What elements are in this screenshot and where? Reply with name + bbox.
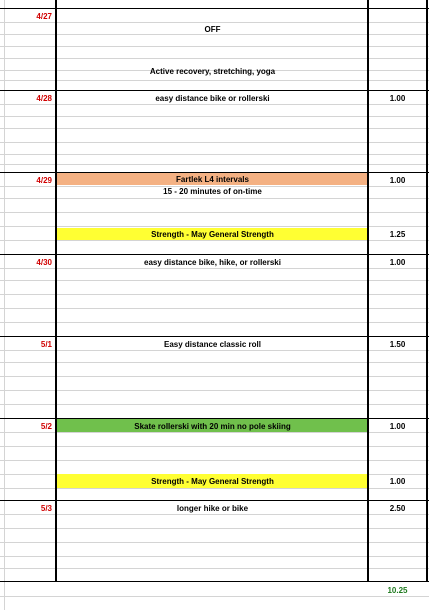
activity-cell: longer hike or bike <box>176 504 249 513</box>
row-gridline <box>0 446 429 447</box>
row-gridline <box>0 322 429 323</box>
row-gridline <box>0 390 429 391</box>
hours-cell: 1.50 <box>389 340 406 349</box>
hours-cell: 1.00 <box>389 176 406 185</box>
row-gridline <box>0 212 429 213</box>
row-gridline <box>0 488 429 489</box>
day-border <box>0 418 429 419</box>
activity-cell: Easy distance classic roll <box>164 340 261 349</box>
row-gridline <box>0 198 429 199</box>
row-gridline <box>0 46 429 47</box>
activity-cell: Strength - May General Strength <box>151 477 274 486</box>
row-gridline <box>0 142 429 143</box>
date-cell: 4/27 <box>36 12 52 21</box>
day-border <box>0 8 429 9</box>
day-border <box>0 581 429 582</box>
activity-cell: easy distance bike, hike, or rollerski <box>144 258 281 267</box>
hours-cell: 1.00 <box>389 477 406 486</box>
day-border <box>0 500 429 501</box>
row-gridline <box>0 568 429 569</box>
row-gridline <box>0 460 429 461</box>
hours-cell: 1.25 <box>389 230 406 239</box>
hours-cell: 1.00 <box>389 258 406 267</box>
row-gridline <box>0 116 429 117</box>
row-gridline <box>0 294 429 295</box>
day-border <box>0 172 429 173</box>
row-gridline <box>0 362 429 363</box>
date-cell: 4/28 <box>36 94 52 103</box>
row-gridline <box>0 240 429 241</box>
activity-cell: easy distance bike or rollerski <box>155 94 270 103</box>
column-border <box>367 0 369 582</box>
column-border <box>55 0 57 582</box>
row-gridline <box>0 164 429 165</box>
column-border <box>426 0 428 582</box>
row-gridline <box>0 514 429 515</box>
activity-cell: Fartlek L4 intervals <box>176 175 249 184</box>
date-cell: 4/30 <box>36 258 52 267</box>
total-hours: 10.25 <box>387 586 408 595</box>
row-gridline <box>0 556 429 557</box>
row-gridline <box>0 596 429 597</box>
row-gridline <box>0 154 429 155</box>
row-gridline <box>0 280 429 281</box>
row-gridline <box>0 542 429 543</box>
activity-cell: OFF <box>204 25 221 34</box>
row-gridline <box>0 404 429 405</box>
row-gridline <box>0 376 429 377</box>
activity-cell: Skate rollerski with 20 min no pole skiing <box>134 422 291 431</box>
day-border <box>0 90 429 91</box>
day-border <box>0 336 429 337</box>
row-gridline <box>0 432 429 433</box>
row-gridline <box>0 58 429 59</box>
activity-cell: Strength - May General Strength <box>151 230 274 239</box>
row-gridline <box>0 350 429 351</box>
hours-cell: 1.00 <box>389 94 406 103</box>
row-gridline <box>0 308 429 309</box>
hours-cell: 2.50 <box>389 504 406 513</box>
date-cell: 4/29 <box>36 176 52 185</box>
row-gridline <box>0 80 429 81</box>
row-gridline <box>0 226 429 227</box>
activity-cell: Active recovery, stretching, yoga <box>149 67 276 76</box>
row-gridline <box>0 104 429 105</box>
row-gridline <box>0 528 429 529</box>
date-cell: 5/2 <box>40 422 52 431</box>
row-gridline <box>0 128 429 129</box>
date-cell: 5/1 <box>40 340 52 349</box>
day-border <box>0 254 429 255</box>
column-gridline <box>4 0 5 610</box>
hours-cell: 1.00 <box>389 422 406 431</box>
row-gridline <box>0 22 429 23</box>
activity-subtext: 15 - 20 minutes of on-time <box>163 187 262 196</box>
row-gridline <box>0 268 429 269</box>
date-cell: 5/3 <box>40 504 52 513</box>
